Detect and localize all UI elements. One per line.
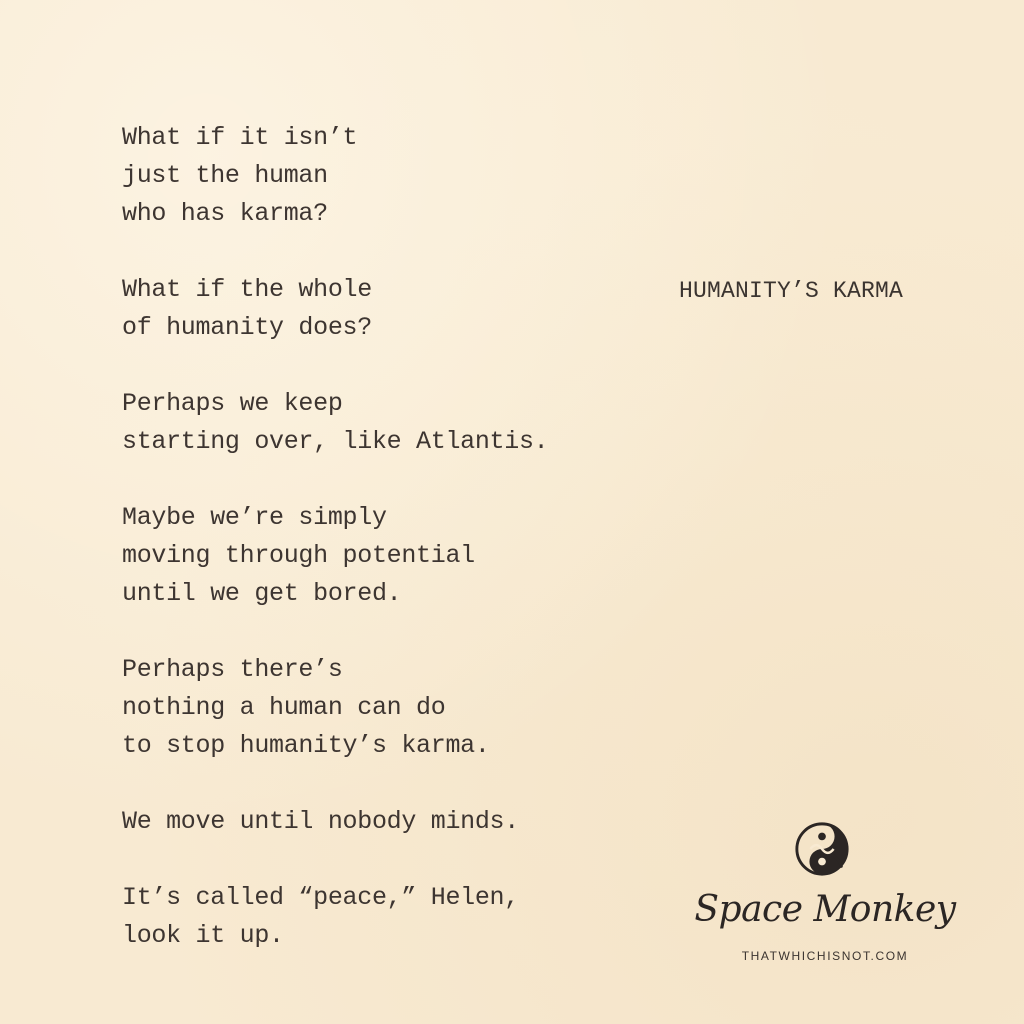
poem-line: Perhaps there’s <box>122 655 343 684</box>
brand-name: Space Monkey <box>694 889 956 930</box>
poem-line: We move until nobody minds. <box>122 807 519 836</box>
stanza-7 <box>122 879 642 955</box>
stanza-6 <box>122 803 642 841</box>
poem-body <box>122 119 642 993</box>
stanza-2 <box>122 271 642 347</box>
poem-line: starting over, like Atlantis. <box>122 427 549 456</box>
poem-line: What if the whole <box>122 275 372 304</box>
poem-line: Perhaps we keep <box>122 389 343 418</box>
poem-line: to stop humanity’s karma. <box>122 731 490 760</box>
poem-line: moving through potential <box>122 541 475 570</box>
poem-line: What if it isn’t <box>122 123 358 152</box>
poem-line: who has karma? <box>122 199 328 228</box>
poem-line: just the human <box>122 161 328 190</box>
brand-url: THATWHICHISNOT.COM <box>741 949 909 963</box>
poem-line: of humanity does? <box>122 313 372 342</box>
stanza-5 <box>122 651 642 765</box>
poem-line: until we get bored. <box>122 579 402 608</box>
monkey-yin-yang-icon <box>793 820 851 878</box>
stanza-3 <box>122 385 642 461</box>
stanza-4 <box>122 499 642 613</box>
brand-block <box>690 820 960 970</box>
poem-line: Maybe we’re simply <box>122 503 387 532</box>
poem-line: nothing a human can do <box>122 693 446 722</box>
poem-title: HUMANITY’S KARMA <box>679 278 904 304</box>
poem-line: It’s called “peace,” Helen, <box>122 883 519 912</box>
stanza-1 <box>122 119 642 233</box>
poem-line: look it up. <box>122 921 284 950</box>
